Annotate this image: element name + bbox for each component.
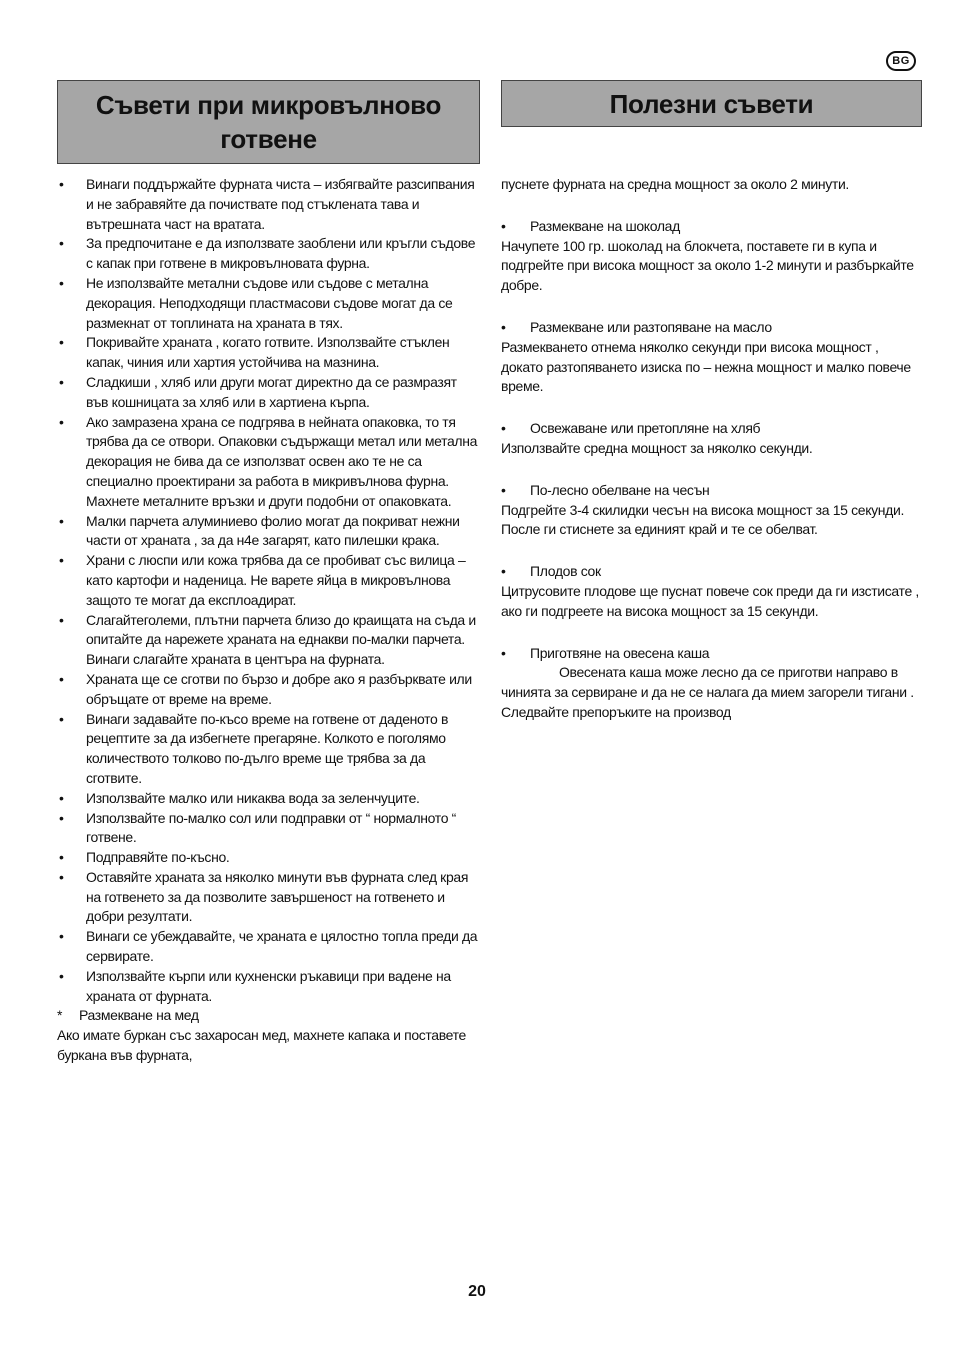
bullet-icon: • xyxy=(59,235,64,252)
tip-section-chocolate xyxy=(501,217,921,296)
section-heading xyxy=(501,481,921,501)
tip-item xyxy=(57,789,481,809)
tip-item xyxy=(57,848,481,868)
left-title-line-2: готвене xyxy=(220,124,317,154)
bullet-icon: • xyxy=(59,710,64,727)
tip-text: Използвайте кърпи или кухненски ръкавици при вадене на храната от фурната. xyxy=(86,967,451,1004)
tip-text: Винаги поддържайте фурната чиста – избягвайте разсипвания и не забравяйте да почиствате под стъклената тава и вътрешната част на вратата. xyxy=(86,176,475,232)
section-heading xyxy=(501,419,921,439)
right-column xyxy=(501,175,921,723)
section-heading xyxy=(501,217,921,237)
left-column xyxy=(57,175,481,1066)
tip-text: За предпочитане е да използвате заоблени или кръгли съдове с капак при готвене в микровълновата фурна. xyxy=(86,235,476,272)
bullet-icon: • xyxy=(59,176,64,192)
tip-item xyxy=(57,710,481,789)
tip-text: Използвайте по-малко сол или подправки от “ нормалното “ готвене. xyxy=(86,809,456,846)
bullet-icon: • xyxy=(59,849,64,866)
section-heading xyxy=(501,318,921,338)
tip-item xyxy=(57,611,481,670)
section-heading-text: Приготвяне на овесена каша xyxy=(530,644,710,661)
bullet-icon: • xyxy=(59,373,64,390)
tip-text: Храната ще се сготви по бързо и добре ако я разбърквате или обръщате от време на време. xyxy=(86,670,472,707)
bullet-icon: • xyxy=(59,512,64,529)
bullet-icon: • xyxy=(501,481,506,498)
left-title-line-1: Съвети при микровълново xyxy=(95,90,442,120)
right-title-text: Полезни съвети xyxy=(609,89,814,119)
section-text: Начупете 100 гр. шоколад на блокчета, поставете ги в купа и подгрейте при висока мощност за около 1-2 минути и разбъркайте добре. xyxy=(501,237,914,294)
tip-text: Малки парчета алуминиево фолио могат да покриват нежни части от храната , за да н4е загарят, като пилешки крака. xyxy=(86,512,460,549)
section-heading-text: Размекване или разтопяване на масло xyxy=(530,318,772,335)
bullet-icon: • xyxy=(501,644,506,661)
tip-item xyxy=(57,413,481,512)
tip-item xyxy=(57,234,481,274)
tip-section-butter xyxy=(501,318,921,397)
bullet-icon: • xyxy=(59,789,64,806)
tip-item xyxy=(57,175,481,234)
bullet-icon: • xyxy=(59,868,64,885)
left-section-title xyxy=(57,80,480,164)
section-heading xyxy=(501,644,921,664)
bullet-icon: • xyxy=(59,274,64,291)
asterisk-icon: * xyxy=(57,1007,63,1024)
tip-text: Ако замразена храна се подгрява в нейната опаковка, то тя трябва да се отвори. Опаковки съдържащи метал или метална декорация не бива да се използват освен ако те не са специално проектирани за работа в микривълнова фурна. Махнете металните връзки и други подобни от опаковката. xyxy=(86,413,478,509)
tip-text: Слагайтеголеми, плътни парчета близо до краищата на съда и опитайте да нарежете храната на еднакви по-малки парчета. Винаги слагайте храната в центъра на фурната. xyxy=(86,611,476,668)
bullet-icon: • xyxy=(501,217,506,234)
section-heading-text: Плодов сок xyxy=(530,563,601,580)
section-text: Използвайте средна мощност за няколко секунди. xyxy=(501,439,813,456)
section-heading-text: Освежаване или претопляне на хляб xyxy=(530,420,761,437)
section-heading-text: Размекване на шоколад xyxy=(530,217,680,234)
tip-text: Оставяйте храната за няколко минути във фурната след края на готвенето за да позволите завършеност на готвенето и добри резултати. xyxy=(86,868,469,925)
tip-text: Сладкиши , хляб или други могат директно да се размразят във кошницата за хляб или в хартиена кърпа. xyxy=(86,373,457,410)
microwave-tips-list xyxy=(57,175,481,1006)
honey-text: Ако имате буркан със захаросан мед, махнете капака и поставете буркана във фурната, xyxy=(57,1027,466,1064)
tip-item xyxy=(57,551,481,610)
tip-text: Подправяйте по-късно. xyxy=(86,849,230,866)
language-badge: BG xyxy=(886,51,916,71)
tip-text: Винаги се убеждавайте, че храната е цялостно топла преди да сервирате. xyxy=(86,928,478,965)
bullet-icon: • xyxy=(59,670,64,687)
tip-text: Използвайте малко или никаква вода за зеленчуците. xyxy=(86,789,420,806)
section-heading-text: По-лесно обелване на чесън xyxy=(530,481,710,498)
tip-item xyxy=(57,868,481,927)
bullet-icon: • xyxy=(59,967,64,984)
page-number: 20 xyxy=(468,1283,486,1300)
tip-text: Покривайте храната , когато готвите. Използвайте стъклен капак, чиния или хартия устойчива на мазнина. xyxy=(86,334,450,371)
tip-text: Винаги задавайте по-късо време на готвене от даденото в рецептите за да избегнете прегаряне. Колкото е поголямо количеството толково по-дълго време ще трябва за да сготвите. xyxy=(86,710,449,786)
tip-section-garlic xyxy=(501,481,921,540)
bullet-icon: • xyxy=(59,552,64,569)
bullet-icon: • xyxy=(59,928,64,945)
continuation-text: пуснете фурната на средна мощност за около 2 минути. xyxy=(501,176,849,192)
bullet-icon: • xyxy=(501,420,506,437)
tip-section-bread xyxy=(501,419,921,459)
tip-item xyxy=(57,274,481,333)
tip-item xyxy=(57,967,481,1007)
bullet-icon: • xyxy=(59,413,64,430)
section-text: Подгрейте 3-4 скилидки чесън на висока мощност за 15 секунди. После ги стиснете за единият край и те се обелват. xyxy=(501,501,905,538)
tip-item xyxy=(57,512,481,552)
bullet-icon: • xyxy=(59,809,64,826)
tip-section-oatmeal xyxy=(501,644,921,723)
section-text: Овесената каша може лесно да се приготви направо в чинията за сервиране и да не се налага да мием загорели тигани . Следвайте препоръките на производ xyxy=(501,664,914,720)
section-text: Цитрусовите плодове ще пуснат повече сок преди да ги изстисате , ако ги подгреете на висока мощност за 15 секунди. xyxy=(501,582,919,619)
section-text: Размекването отнема няколко секунди при висока мощност , докато разтопяването изиска по – нежна мощност и малко повече време. xyxy=(501,338,911,395)
tip-text: Не използвайте метални съдове или съдове с метална декорация. Неподходящи пластмасови съдове могат да се размекнат от топлината на храната в тях. xyxy=(86,274,453,331)
tip-item xyxy=(57,927,481,967)
tip-text: Храни с люспи или кожа трябва да се пробиват със вилица – като картофи и наденица. Не варете яйца в микровълнова защото те могат да експлоадират. xyxy=(86,552,466,608)
section-heading xyxy=(501,562,921,582)
honey-heading-text: Размекване на мед xyxy=(79,1007,199,1024)
bullet-icon: • xyxy=(59,334,64,351)
tip-item xyxy=(57,373,481,413)
tip-item xyxy=(57,670,481,710)
bullet-icon: • xyxy=(59,611,64,628)
honey-heading xyxy=(57,1006,481,1026)
bullet-icon: • xyxy=(501,318,506,335)
tip-item xyxy=(57,333,481,373)
right-section-title xyxy=(501,80,922,127)
tip-section-juice xyxy=(501,562,921,621)
tip-item xyxy=(57,809,481,849)
bullet-icon: • xyxy=(501,563,506,580)
